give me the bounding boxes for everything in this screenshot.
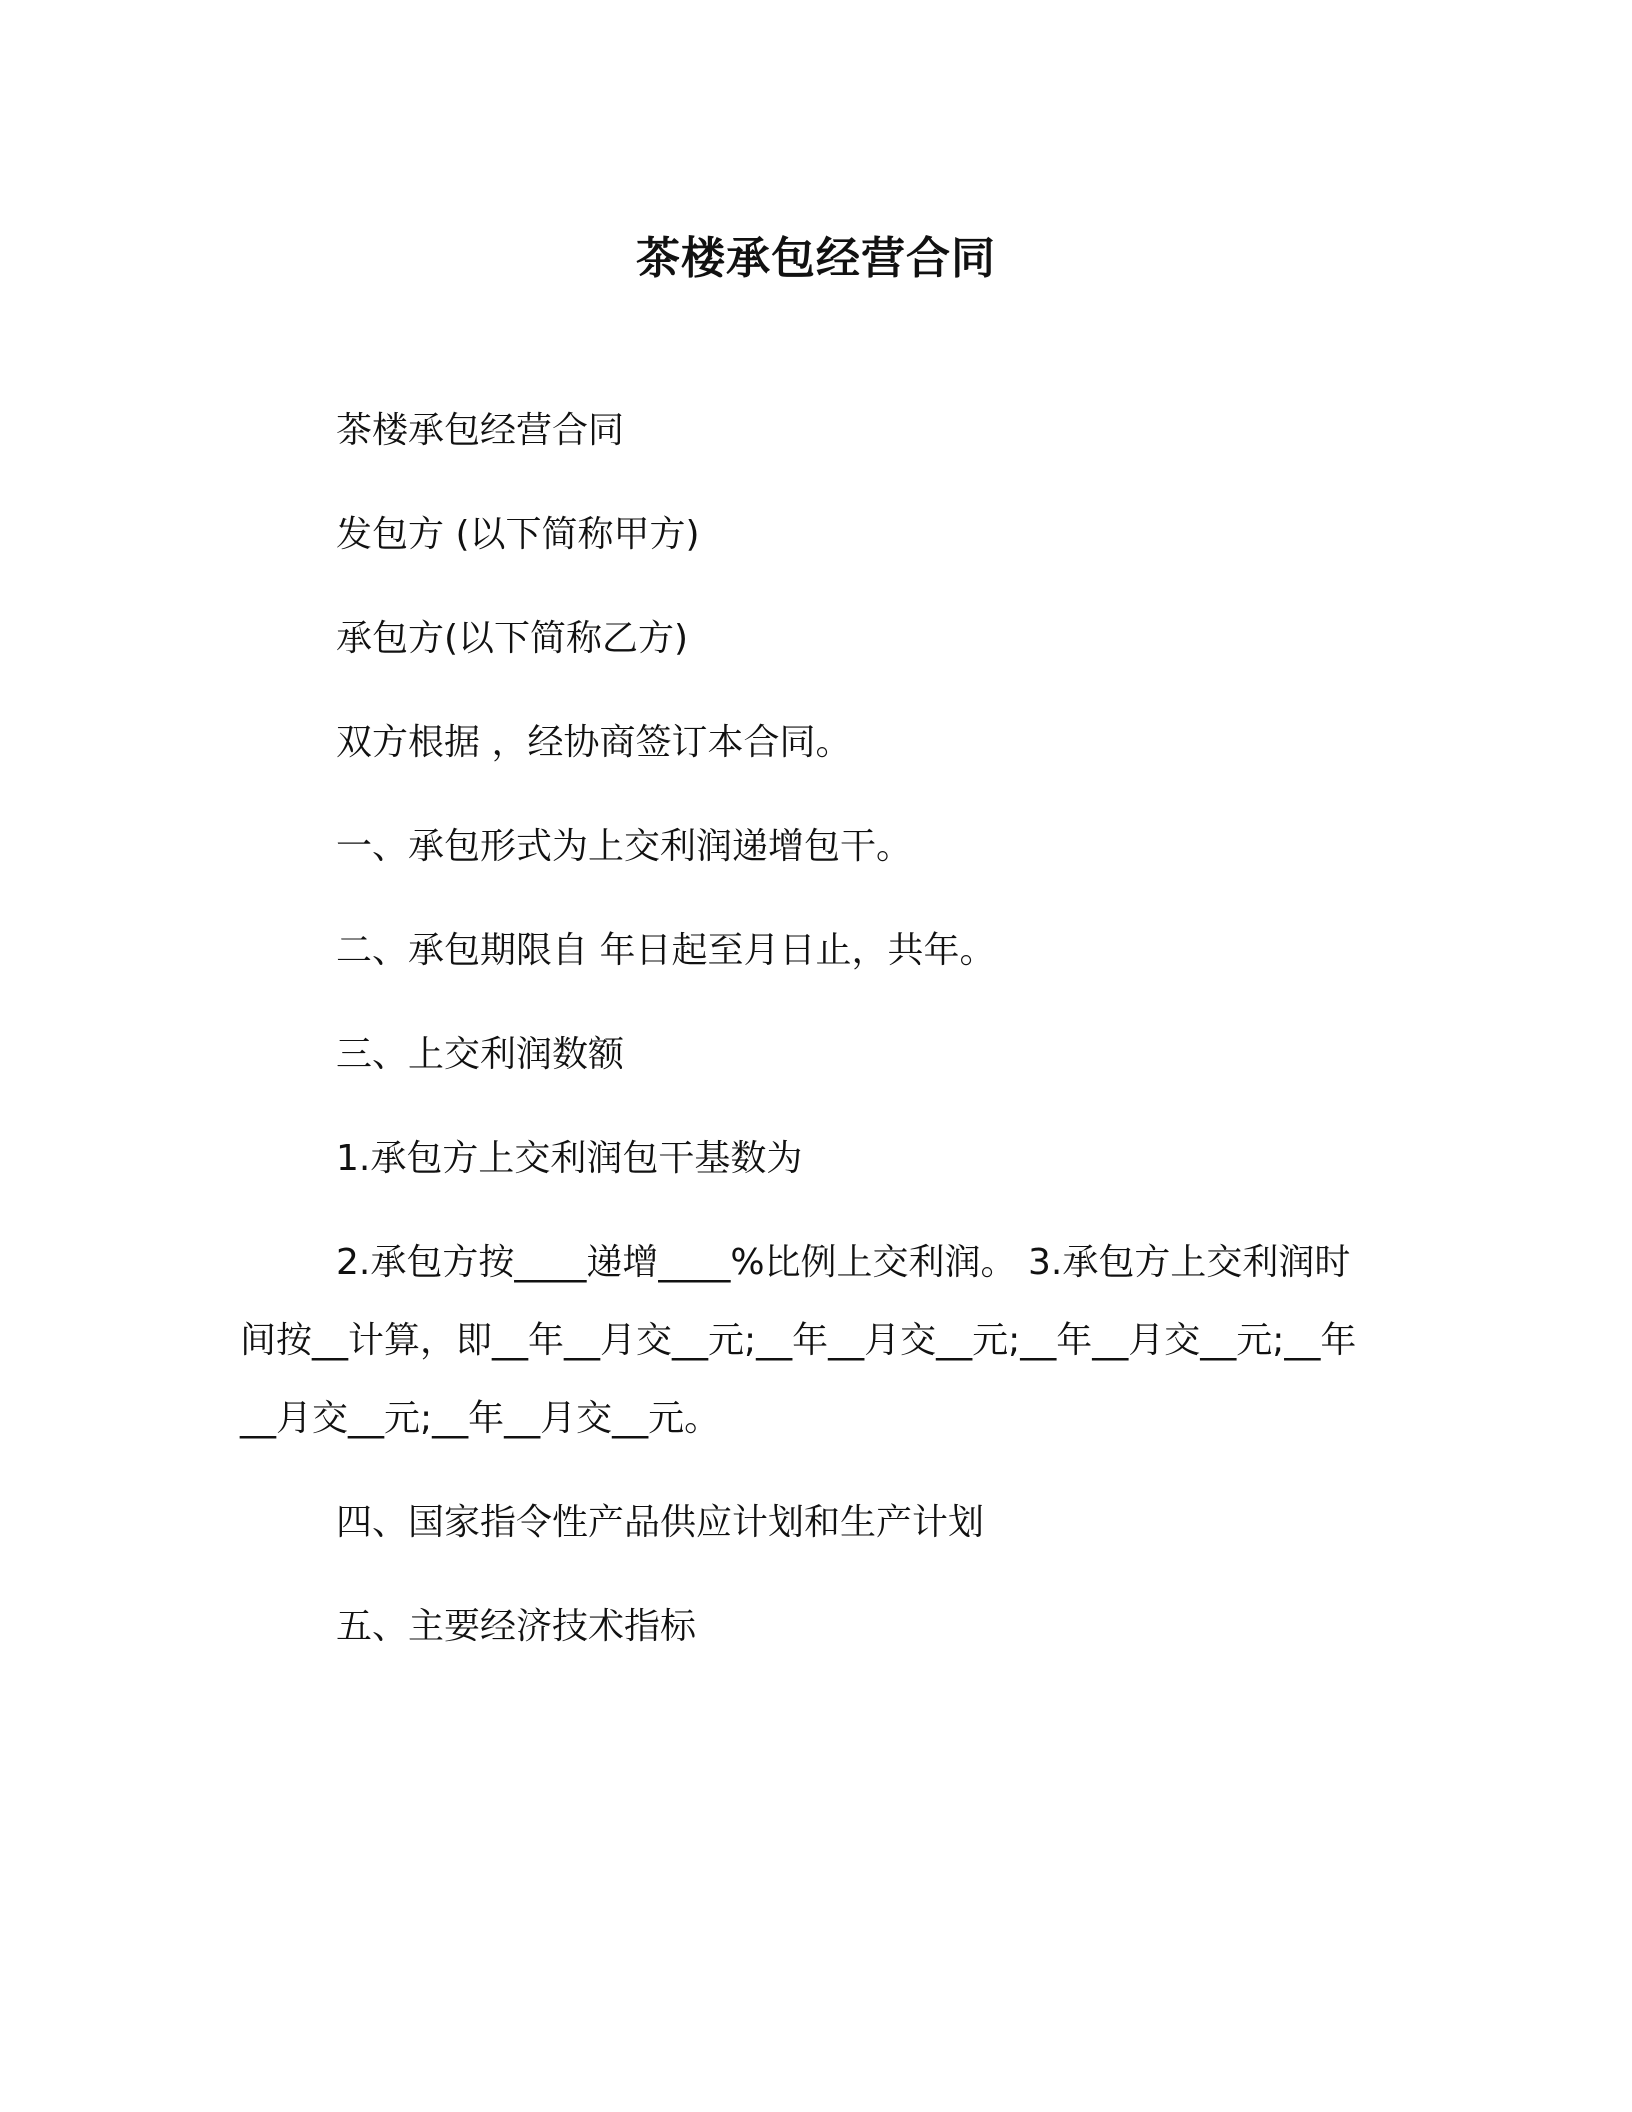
paragraph-agreement: 双方根据 ，经协商签订本合同。 xyxy=(336,722,852,763)
paragraph-heading: 茶楼承包经营合同 xyxy=(336,410,625,451)
paragraph-clause-3-2-3: 2.承包方按____递增____%比例上交利润。 3.承包方上交利润时间按__计算，即__年__月交__元;__年__月交__元;__年__月交__元;__年__月交__元;__年__月交__元。 xyxy=(240,1242,1357,1439)
paragraph-clause-1: 一、承包形式为上交利润递增包干。 xyxy=(336,826,913,867)
paragraph-clause-3-1: 1.承包方上交利润包干基数为 xyxy=(336,1138,803,1179)
paragraph-clause-3: 三、上交利润数额 xyxy=(336,1034,625,1075)
paragraph-clause-4: 四、国家指令性产品供应计划和生产计划 xyxy=(336,1502,985,1543)
paragraph-party-a: 发包方 (以下简称甲方) xyxy=(336,514,700,555)
document-title: 茶楼承包经营合同 xyxy=(636,233,996,284)
paragraph-clause-2: 二、承包期限自 年日起至月日止，共年。 xyxy=(336,930,996,971)
paragraph-clause-5: 五、主要经济技术指标 xyxy=(336,1606,697,1647)
paragraph-party-b: 承包方(以下简称乙方) xyxy=(336,618,689,659)
document-body xyxy=(240,392,1360,1692)
